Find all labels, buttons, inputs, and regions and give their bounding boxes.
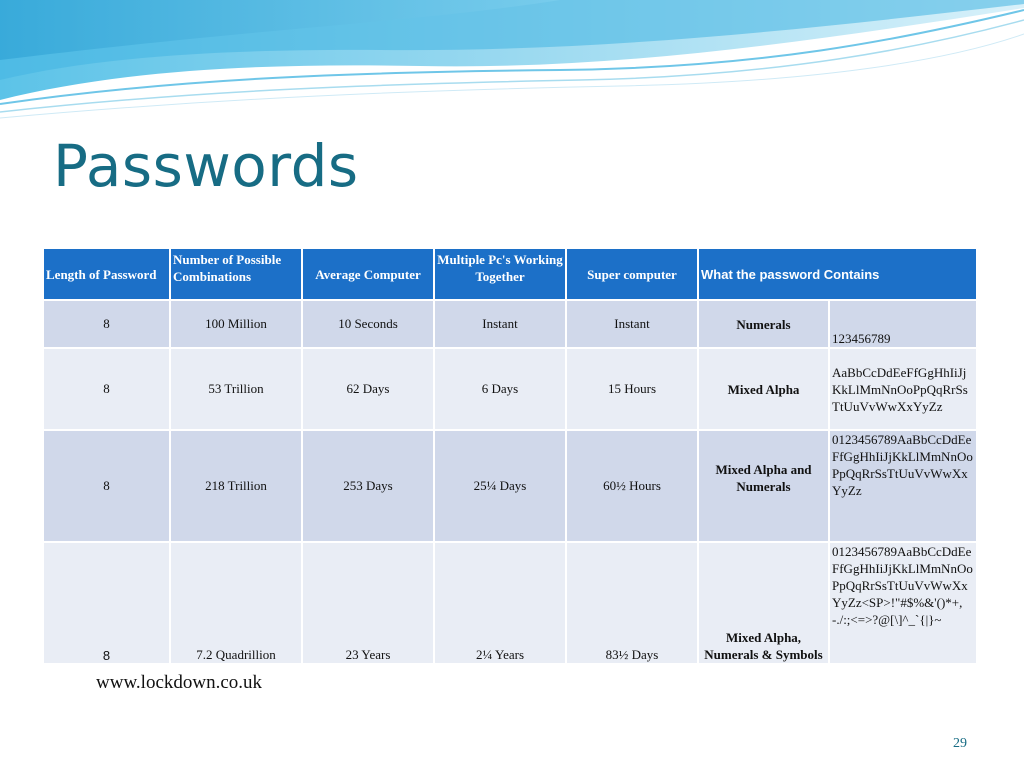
- cell-contains: AaBbCcDdEeFfGgHhIiJjKkLlMmNnOoPpQqRrSsTtUuVvWwXxYyZz: [829, 348, 977, 430]
- header-super-computer: Super computer: [566, 248, 698, 300]
- cell-average: 253 Days: [302, 430, 434, 542]
- cell-combinations: 218 Trillion: [170, 430, 302, 542]
- table-row: [43, 300, 977, 348]
- table-row: [43, 430, 977, 542]
- header-wave-decoration: [0, 0, 1024, 120]
- cell-contains: 0123456789AaBbCcDdEeFfGgHhIiJjKkLlMmNnOoPpQqRrSsTtUuVvWwXxYyZz<SP>!"#$%&'()*+,-./:;<=>?@[\]^_`{|}~: [829, 542, 977, 664]
- header-length: Length of Password: [43, 248, 170, 300]
- cell-average: 23 Years: [302, 542, 434, 664]
- cell-multiple: 2¼ Years: [434, 542, 566, 664]
- slide-title: Passwords: [53, 132, 359, 200]
- page-number: 29: [953, 736, 967, 751]
- cell-average: 62 Days: [302, 348, 434, 430]
- cell-super: 60½ Hours: [566, 430, 698, 542]
- cell-length: 8: [43, 542, 170, 664]
- cell-multiple: 25¼ Days: [434, 430, 566, 542]
- cell-super: 83½ Days: [566, 542, 698, 664]
- cell-contains: 123456789: [829, 300, 977, 348]
- header-contains: What the password Contains: [698, 248, 977, 300]
- cell-type: Mixed Alpha, Numerals & Symbols: [698, 542, 829, 664]
- table-row: [43, 348, 977, 430]
- cell-length: 8: [43, 430, 170, 542]
- header-combinations: Number of Possible Combinations: [170, 248, 302, 300]
- cell-super: 15 Hours: [566, 348, 698, 430]
- cell-combinations: 53 Trillion: [170, 348, 302, 430]
- cell-multiple: 6 Days: [434, 348, 566, 430]
- cell-type: Mixed Alpha and Numerals: [698, 430, 829, 542]
- source-url: www.lockdown.co.uk: [96, 672, 263, 693]
- table-header-row: [43, 248, 977, 300]
- cell-type: Mixed Alpha: [698, 348, 829, 430]
- cell-combinations: 100 Million: [170, 300, 302, 348]
- cell-type: Numerals: [698, 300, 829, 348]
- cell-contains: 0123456789AaBbCcDdEeFfGgHhIiJjKkLlMmNnOoPpQqRrSsTtUuVvWwXxYyZz: [829, 430, 977, 542]
- cell-average: 10 Seconds: [302, 300, 434, 348]
- header-multiple-pcs: Multiple Pc's Working Together: [434, 248, 566, 300]
- table-row: [43, 542, 977, 664]
- cell-length: 8: [43, 300, 170, 348]
- cell-multiple: Instant: [434, 300, 566, 348]
- cell-combinations: 7.2 Quadrillion: [170, 542, 302, 664]
- cell-super: Instant: [566, 300, 698, 348]
- cell-length: 8: [43, 348, 170, 430]
- header-average-computer: Average Computer: [302, 248, 434, 300]
- password-table: [42, 247, 978, 665]
